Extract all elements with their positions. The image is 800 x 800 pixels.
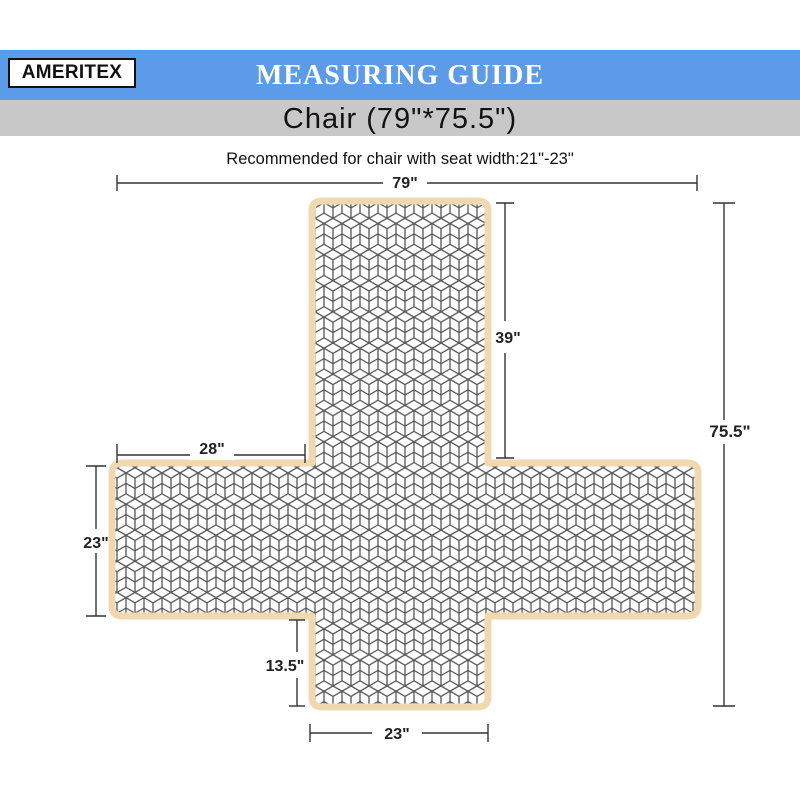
page-title: MEASURING GUIDE: [255, 60, 545, 91]
label-total-length: 75.5": [709, 422, 751, 441]
label-bottom-lip: 13.5": [265, 658, 305, 675]
label-bottom-width: 23": [384, 726, 410, 743]
label-wing-depth: 23": [83, 535, 109, 552]
recommendation-note: Recommended for chair with seat width:21"-23": [226, 150, 574, 168]
label-total-width: 79": [392, 175, 418, 192]
chair-size-label: Chair (79"*75.5"): [282, 103, 518, 135]
label-wing-width: 28": [199, 441, 225, 458]
label-top-lip: 39": [495, 330, 521, 347]
brand-logo: AMERITEX: [8, 58, 136, 88]
